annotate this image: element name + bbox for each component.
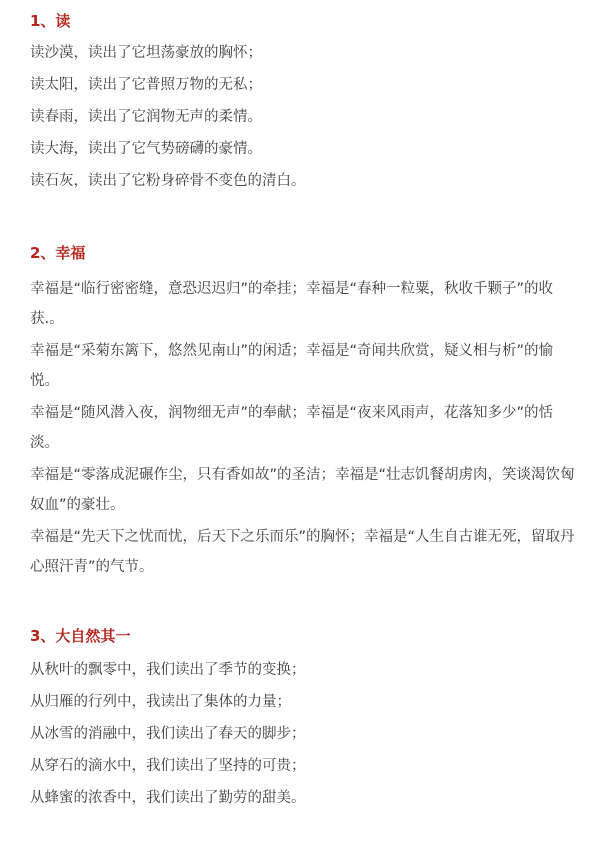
text-paragraph: 幸福是“临行密密缝，意恐迟迟归”的牵挂；幸福是“春种一粒粟，秋收千颗子”的收获.。	[30, 281, 554, 327]
text-paragraph: 幸福是“采菊东篱下，悠然见南山”的闲适；幸福是“奇闻共欣赏，疑义相与析”的愉悦。	[30, 343, 554, 389]
text-paragraph: 幸福是“先天下之忧而忧，后天下之乐而乐”的胸怀；幸福是“人生自古谁无死，留取丹心照汗青”的气节。	[30, 529, 575, 575]
section-read	[30, 8, 575, 200]
section-heading: 3、大自然其一	[30, 627, 131, 645]
section-heading: 1、读	[30, 12, 71, 30]
text-line: 读石灰，读出了它粉身碎骨不变色的清白。	[30, 173, 306, 189]
text-line: 读大海，读出了它气势磅礴的豪情。	[30, 141, 262, 157]
section-nature	[30, 623, 575, 817]
section-heading: 2、幸福	[30, 244, 86, 262]
text-line: 从蜂蜜的浓香中，我们读出了勤劳的甜美。	[30, 790, 306, 806]
text-line: 从秋叶的飘零中，我们读出了季节的变换；	[30, 662, 306, 678]
text-line: 读春雨，读出了它润物无声的柔情。	[30, 109, 262, 125]
text-line: 从穿石的滴水中，我们读出了坚持的可贵；	[30, 758, 306, 774]
section-happiness	[30, 240, 575, 584]
text-line: 读沙漠，读出了它坦荡豪放的胸怀；	[30, 45, 262, 61]
text-paragraph: 幸福是“随风潜入夜，润物细无声”的奉献；幸福是“夜来风雨声，花落知多少”的恬淡。	[30, 405, 554, 451]
text-line: 从冰雪的消融中，我们读出了春天的脚步；	[30, 726, 306, 742]
text-line: 从归雁的行列中，我读出了集体的力量；	[30, 694, 291, 710]
text-paragraph: 幸福是“零落成泥碾作尘，只有香如故”的圣洁；幸福是“壮志饥餐胡虏肉，笑谈渴饮匈奴血”的豪壮。	[30, 467, 575, 513]
text-line: 读太阳，读出了它普照万物的无私；	[30, 77, 262, 93]
